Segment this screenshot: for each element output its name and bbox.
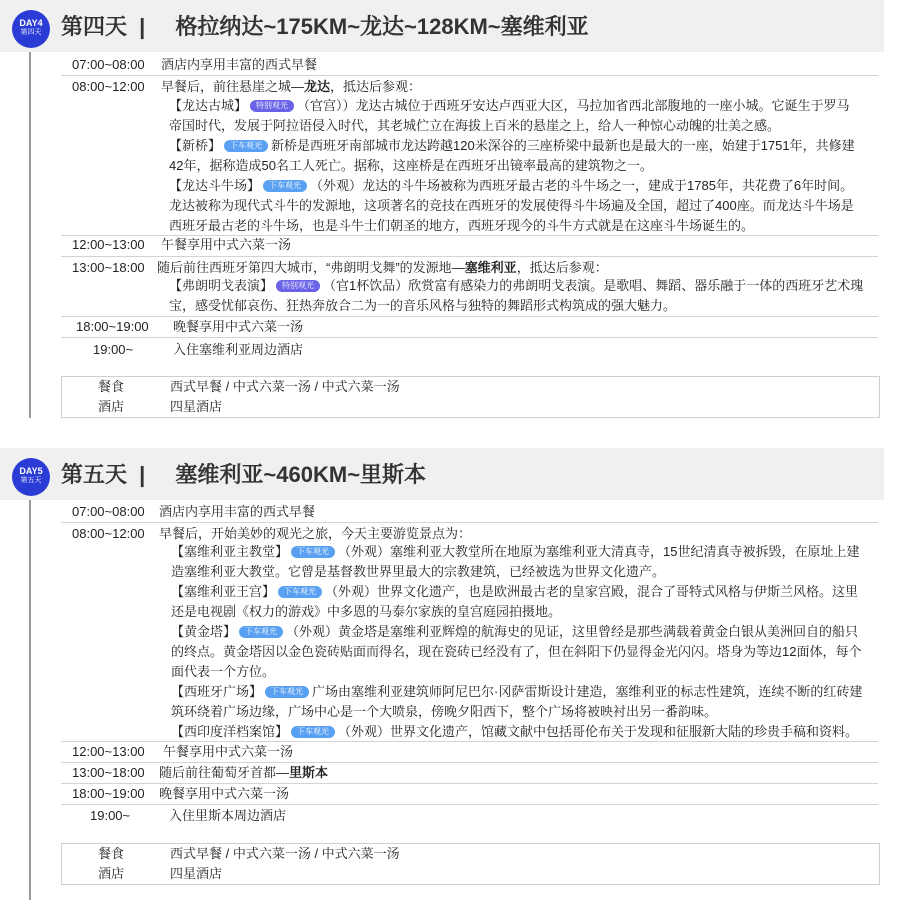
schedule-time: 08:00~12:00 — [72, 526, 145, 541]
day-title-route: 塞维利亚~460KM~里斯本 — [175, 462, 427, 487]
attraction-item: 【龙达古城】 特别观光 （官宫））龙达古城位于西班牙安达卢西亚大区，马拉加省西北部腹地的一座小城。它诞生于罗马 帝国时代，发展于阿拉语侵入时代，其老城伫立在海拔上百米的悬崖之上，给人一种惊心动魄的壮美之感。 — [169, 98, 850, 133]
tag-badge: 特别观光 — [276, 280, 320, 292]
schedule-time: 12:00~13:00 — [72, 237, 145, 252]
attraction-name: 【西班牙广场】 — [171, 684, 263, 699]
tag-badge: 下车观光 — [239, 626, 283, 638]
attraction-name: 【龙达斗牛场】 — [169, 178, 261, 193]
day-header — [0, 0, 884, 52]
attraction-name: 【弗朗明戈表演】 — [169, 278, 274, 293]
schedule-row — [61, 806, 878, 826]
day-section-5 — [0, 448, 911, 906]
schedule-desc: 酒店内享用丰富的西式早餐 — [159, 504, 316, 519]
schedule-row — [61, 784, 878, 805]
day-badge — [12, 458, 50, 496]
schedule-time: 13:00~18:00 — [72, 260, 145, 275]
schedule-row — [61, 502, 878, 523]
badge-day-number: DAY5 — [19, 466, 43, 476]
day-title — [61, 458, 426, 492]
tag-badge: 下车观光 — [291, 546, 335, 558]
schedule-desc: 晚餐享用中式六菜一汤 — [159, 786, 290, 801]
attraction-item: 【黄金塔】 下车观光 （外观）黄金塔是塞维利亚辉煌的航海史的见证，这里曾经是那些满载着黄金白银从美洲回自的船只 的终点。黄金塔因以金色瓷砖贴面而得名，现在瓷砖已经没有了，但在斜阳下仍显得金光闪闪。塔身为等边12面体，每个 面代表一个方位。 — [171, 624, 862, 679]
day-title-route: 格拉纳达~175KM~龙达~128KM~塞维利亚 — [175, 14, 589, 39]
attraction-name: 【龙达古城】 — [169, 98, 248, 113]
attraction-name: 【黄金塔】 — [171, 624, 237, 639]
day-title-separator: | — [139, 462, 146, 487]
tag-badge: 特别观光 — [250, 100, 294, 112]
schedule-time: 07:00~08:00 — [72, 57, 145, 72]
schedule-row — [61, 340, 878, 360]
tag-badge: 下车观光 — [291, 726, 335, 738]
day-title-day: 第五天 — [61, 462, 128, 487]
day-title-day: 第四天 — [61, 14, 128, 39]
badge-day-number: DAY4 — [19, 18, 43, 28]
schedule-desc: 随后前往葡萄牙首都—里斯本 — [159, 765, 329, 780]
day-summary — [61, 843, 880, 885]
schedule-desc: 酒店内享用丰富的西式早餐 — [161, 57, 318, 72]
schedule-time: 07:00~08:00 — [72, 504, 145, 519]
hotel-value: 四星酒店 — [170, 399, 223, 414]
attraction-item: 【龙达斗牛场】 下车观光 （外观）龙达的斗牛场被称为西班牙最古老的斗牛场之一，建成于1785年，共花费了6年时间。 龙达被称为现代式斗牛的发源地，这项著名的竞技在西班牙的发展使得斗牛场遍及全国，超过了400座。而龙达斗牛场是 西班牙最古老的斗牛场，也是斗牛士们朝圣的地方，西班牙现今的斗牛方式就是在这座斗牛场诞生的。 — [169, 178, 854, 233]
hotel-label: 酒店 — [98, 399, 125, 414]
tag-badge: 下车观光 — [278, 586, 322, 598]
schedule-time: 19:00~ — [93, 342, 134, 357]
tag-badge: 下车观光 — [263, 180, 307, 192]
schedule-row — [61, 55, 878, 76]
day-summary — [61, 376, 880, 418]
meals-label: 餐食 — [98, 379, 125, 394]
day-title — [61, 10, 589, 44]
schedule-time: 18:00~19:00 — [76, 319, 149, 334]
hotel-value: 四星酒店 — [170, 866, 223, 881]
attraction-item: 【西班牙广场】 下车观光 广场由塞维利亚建筑师阿尼巴尔·冈萨雷斯设计建造，塞维利亚的标志性建筑，连续不断的红砖建 筑环绕着广场边缘，广场中心是一个大喷泉，傍晚夕阳西下，整个广场将被映衬出另一番韵味。 — [171, 684, 863, 719]
meals-value: 西式早餐 / 中式六菜一汤 / 中式六菜一汤 — [170, 846, 400, 861]
badge-day-label: 第四天 — [20, 29, 42, 36]
attraction-item: 【西印度洋档案馆】 下车观光 （外观）世界文化遗产，馆藏文献中包括哥伦布关于发现和征服新大陆的珍贵手稿和资料。 — [171, 724, 859, 739]
schedule-desc: 午餐享用中式六菜一汤 — [163, 744, 294, 759]
timeline-line — [29, 52, 31, 418]
attraction-name: 【塞维利亚主教堂】 — [171, 544, 289, 559]
schedule-time: 12:00~13:00 — [72, 744, 145, 759]
schedule-time: 13:00~18:00 — [72, 765, 145, 780]
tag-badge: 下车观光 — [224, 140, 268, 152]
schedule-time: 18:00~19:00 — [72, 786, 145, 801]
schedule-row — [61, 235, 878, 257]
attraction-item: 【弗朗明戈表演】 特别观光 （官1杯饮品）欣赏富有感染力的弗朗明戈表演。是歌唱、舞蹈、器乐融于一体的西班牙艺术瑰 宝，感受忧郁哀伤、狂热奔放合二为一的音乐风格与独特的舞蹈形式构筑成的强大魅力。 — [169, 278, 864, 313]
schedule-desc: 入住塞维利亚周边酒店 — [173, 342, 304, 357]
attraction-name: 【塞维利亚王宫】 — [171, 584, 276, 599]
schedule-desc: 早餐后，开始美妙的观光之旅，今天主要游览景点为： — [159, 526, 472, 541]
schedule-row — [61, 763, 878, 784]
day-badge — [12, 10, 50, 48]
attraction-item: 【塞维利亚主教堂】 下车观光 （外观）塞维利亚大教堂所在地原为塞维利亚大清真寺，15世纪清真寺被拆毁，在原址上建 造塞维利亚大教堂。它曾是基督教世界里最大的宗教建筑，已经被选为世界文化遗产。 — [171, 544, 860, 579]
day-section-4 — [0, 0, 911, 424]
attraction-item: 【新桥】 下车观光 新桥是西班牙南部城市龙达跨越120米深谷的三座桥梁中最新也是最大的一座，始建于1751年，共修建 42年，据称造成50名工人死亡。据称，这座桥是在西班牙出镜率最高的建筑物之一。 — [169, 138, 855, 173]
hotel-label: 酒店 — [98, 866, 125, 881]
attraction-name: 【西印度洋档案馆】 — [171, 724, 289, 739]
meals-value: 西式早餐 / 中式六菜一汤 / 中式六菜一汤 — [170, 379, 400, 394]
schedule-desc: 早餐后，前往悬崖之城—龙达，抵达后参观： — [161, 79, 422, 94]
meals-label: 餐食 — [98, 846, 125, 861]
attraction-item: 【塞维利亚王宫】 下车观光 （外观）世界文化遗产，也是欧洲最古老的皇家宫殿，混合了哥特式风格与伊斯兰风格。这里 还是电视剧《权力的游戏》中多恩的马泰尔家族的皇宫庭园拍摄地。 — [171, 584, 859, 619]
schedule-row — [61, 317, 878, 338]
badge-day-label: 第五天 — [20, 477, 42, 484]
day-title-separator: | — [139, 14, 146, 39]
tag-badge: 下车观光 — [265, 686, 309, 698]
schedule-desc: 午餐享用中式六菜一汤 — [161, 237, 292, 252]
day-header — [0, 448, 884, 500]
attraction-name: 【新桥】 — [169, 138, 222, 153]
schedule-time: 19:00~ — [90, 808, 131, 823]
schedule-time: 08:00~12:00 — [72, 79, 145, 94]
schedule-desc: 晚餐享用中式六菜一汤 — [173, 319, 304, 334]
schedule-desc: 入住里斯本周边酒店 — [169, 808, 287, 823]
schedule-desc: 随后前往西班牙第四大城市，“弗朗明戈舞”的发源地—塞维利亚，抵达后参观： — [157, 260, 608, 275]
schedule-row — [61, 742, 878, 763]
timeline-line — [29, 500, 31, 900]
